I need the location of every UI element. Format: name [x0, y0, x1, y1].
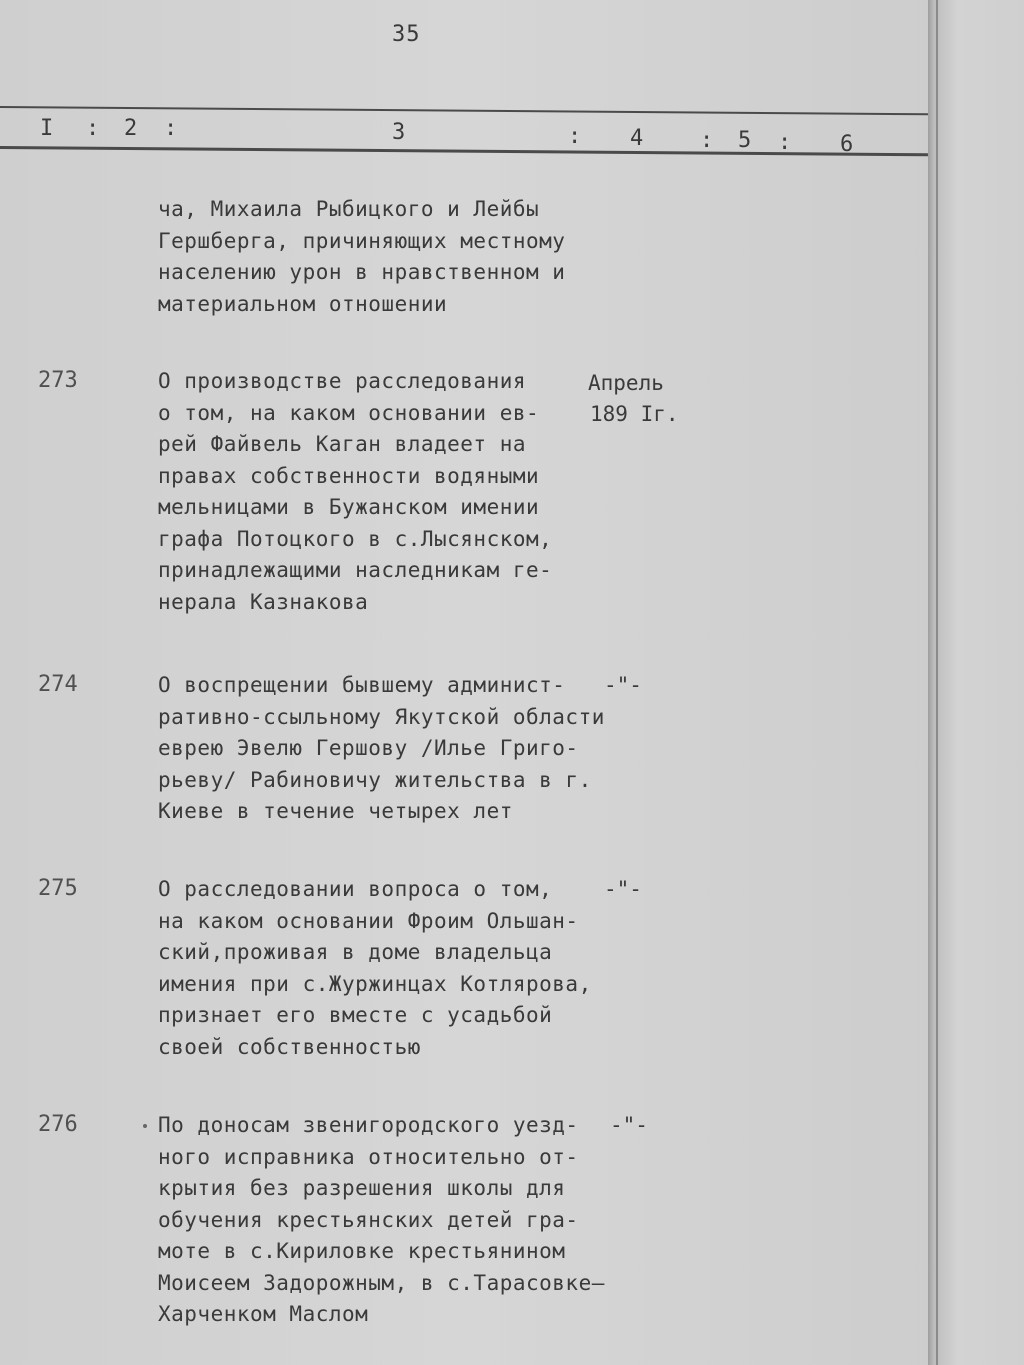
entry-number: 274 [38, 672, 78, 697]
column-separator: : [164, 116, 178, 141]
column-header-6: 6 [840, 132, 854, 157]
column-separator: : [568, 124, 582, 149]
header-top-rule [0, 106, 928, 115]
column-header-5: 5 [738, 128, 752, 153]
entry-number: 273 [38, 368, 78, 393]
entry-description: По доносам звенигородского уезд- ного исправника относительно от- крытия без разрешения школы для обучения крестьянских детей гра- моте в с.Кириловке крестьянином Моисеем Задорожным, в с.Тарасовке— Харченком Маслом [158, 1113, 605, 1326]
continuation-text: ча, Михаила Рыбицкого и Лейбы Гершберга, причиняющих местному населению урон в нравственном и материальном отношении [158, 197, 566, 316]
entry-number: 276 [38, 1112, 78, 1137]
page-edge-line [936, 0, 938, 1365]
page-number: 35 [392, 22, 421, 47]
entry-description: О производстве расследования о том, на каком основании ев- рей Файвель Каган владеет на правах собственности водяными мельницами в Бужанском имении графа Потоцкого в с.Лысянском, принадлежащими наследникам ге- нерала Казнакова [158, 369, 553, 614]
column-separator: : [778, 130, 792, 155]
entry-date: Апрель 189 Iг. [588, 371, 679, 426]
column-separator: : [700, 128, 714, 153]
column-separator: : [86, 116, 100, 141]
column-header-2: 2 [124, 116, 138, 141]
entry-date-ditto: -"- [604, 673, 642, 697]
column-header-1: I [40, 116, 54, 141]
column-header-3: 3 [392, 120, 406, 145]
entry-date-ditto: -"- [604, 877, 642, 901]
entry-number: 275 [38, 876, 78, 901]
entry-date-ditto: -"- [610, 1113, 648, 1137]
entry-description: О расследовании вопроса о том, на каком основании Фроим Ольшан- ский,проживая в доме владельца имения при с.Журжинцах Котлярова, признает его вместе с усадьбой своей собственностью [158, 877, 592, 1059]
entry-description: О воспрещении бывшему админист- ративно-ссыльному Якутской области еврею Эвелю Гершову /Илье Григо- рьеву/ Рабиновичу жительства в г. Киеве в течение четырех лет [158, 673, 605, 823]
next-page-edge [928, 0, 1024, 1365]
column-header-4: 4 [630, 126, 644, 151]
margin-dot [143, 1124, 147, 1128]
